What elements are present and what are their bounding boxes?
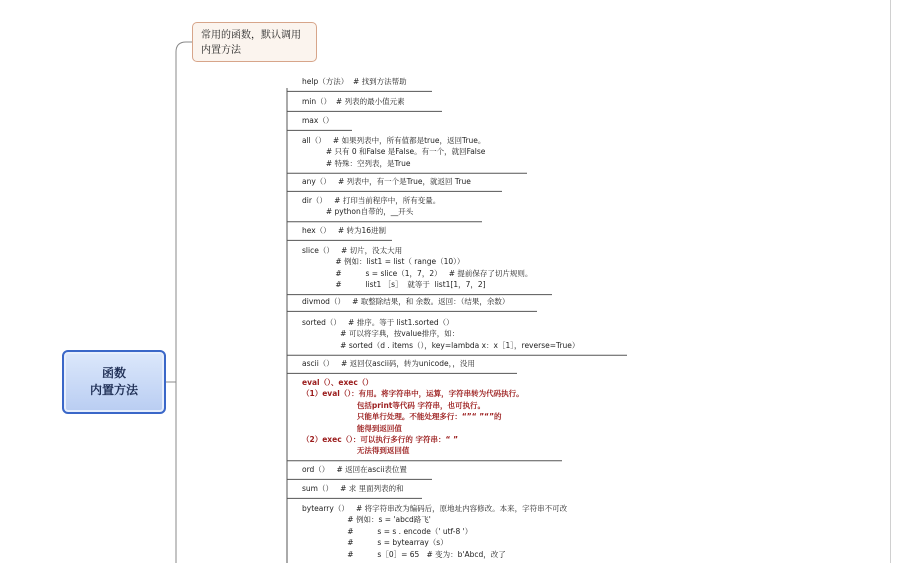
topic-node[interactable] xyxy=(192,22,317,62)
item-text-line: # s［0］= 65 # 变为：b'Abcd，改了 xyxy=(302,549,506,559)
item-node[interactable] xyxy=(302,464,407,475)
item-text-line: （2）exec（）：可以执行多行的 字符串：“ ” xyxy=(302,435,459,445)
item-text-line: 无法得到返回值 xyxy=(302,446,410,456)
item-text-line: 包括print等代码 字符串，也可执行。 xyxy=(302,400,486,410)
item-node[interactable] xyxy=(302,358,475,369)
item-text-line: min（） # 列表的最小值元素 xyxy=(302,97,405,106)
item-text-line: # 例如：s = 'abcd路飞' xyxy=(302,515,431,525)
right-border xyxy=(890,0,891,563)
root-label-line1: 函数 xyxy=(101,366,126,380)
item-text-line: # 特殊：空列表，是True xyxy=(302,158,411,168)
item-node[interactable] xyxy=(302,135,485,169)
item-node[interactable] xyxy=(302,503,567,560)
item-text-line: # list1 ［s］ 就等于 list1[1，7，2] xyxy=(302,280,486,290)
item-text-line: # sorted（d . items（），key=lambda x：x［1］，reverse=True） xyxy=(302,340,580,350)
item-text-line: # 只有 0 和False 是False。有一个，就回False xyxy=(302,147,486,157)
item-text-line: max（） xyxy=(302,116,334,125)
item-node[interactable] xyxy=(302,225,386,236)
item-node[interactable] xyxy=(302,245,532,291)
item-text-line: sum（） # 求 里面列表的和 xyxy=(302,484,404,493)
item-text-line: ord（） # 返回在ascii表位置 xyxy=(302,465,407,474)
item-text-line: （1）eval（）：有用。将字符串中，运算，字符串转为代码执行。 xyxy=(302,389,524,399)
item-node[interactable] xyxy=(302,96,405,107)
item-text-line: all（） # 如果列表中，所有值都是true，返回True。 xyxy=(302,136,486,145)
item-node[interactable] xyxy=(302,296,509,307)
item-text-line: # s = bytearray（s） xyxy=(302,538,448,548)
item-text-line: 只能单行处理。不能处理多行：“”“ ”“”的 xyxy=(302,412,502,422)
item-text-line: divmod（） # 取整除结果，和 余数。返回：（结果，余数） xyxy=(302,297,510,306)
item-text-line: hex（） # 转为16进制 xyxy=(302,226,387,235)
item-text-line: slice（） # 切片，没太大用 xyxy=(302,246,403,255)
item-node[interactable] xyxy=(302,377,524,457)
item-text-line: any（） # 列表中，有一个是True，就返回 True xyxy=(302,177,471,186)
item-text-line: # python自带的，__开头 xyxy=(302,207,414,217)
root-node[interactable] xyxy=(62,350,166,414)
item-text-line: bytearry（） # 将字符串改为编码后，原地址内容修改。本来，字符串不可改 xyxy=(302,504,568,513)
item-text-line: # 例如：list1 = list（ range（10）） xyxy=(302,257,465,267)
item-text-line: dir（） # 打印当前程序中，所有变量。 xyxy=(302,196,441,205)
item-node[interactable] xyxy=(302,176,471,187)
item-node[interactable] xyxy=(302,317,579,351)
root-label-line2: 内置方法 xyxy=(89,383,138,397)
topic-label-line2: 内置方法 xyxy=(201,45,241,56)
item-node[interactable] xyxy=(302,76,407,87)
item-text-line: 能得到返回值 xyxy=(302,423,402,433)
item-text-line: sorted（） # 排序。等于 list1.sorted（） xyxy=(302,318,454,327)
item-text-line: help（方法） # 找到方法帮助 xyxy=(302,77,407,86)
item-node[interactable] xyxy=(302,483,404,494)
item-node[interactable] xyxy=(302,195,440,218)
topic-label-line1: 常用的函数，默认调用 xyxy=(201,30,301,41)
item-text-line: eval（）、exec（） xyxy=(302,378,373,387)
item-text-line: ascii（） # 返回仅ascii码，转为unicode，，没用 xyxy=(302,359,475,368)
item-text-line: # 可以将字典，按value排序，如： xyxy=(302,329,460,339)
item-text-line: # s = s . encode（' utf-8 '） xyxy=(302,526,473,536)
item-text-line: # s = slice（1，7，2） # 提前保存了切片规则。 xyxy=(302,268,533,278)
item-node[interactable] xyxy=(302,115,333,126)
